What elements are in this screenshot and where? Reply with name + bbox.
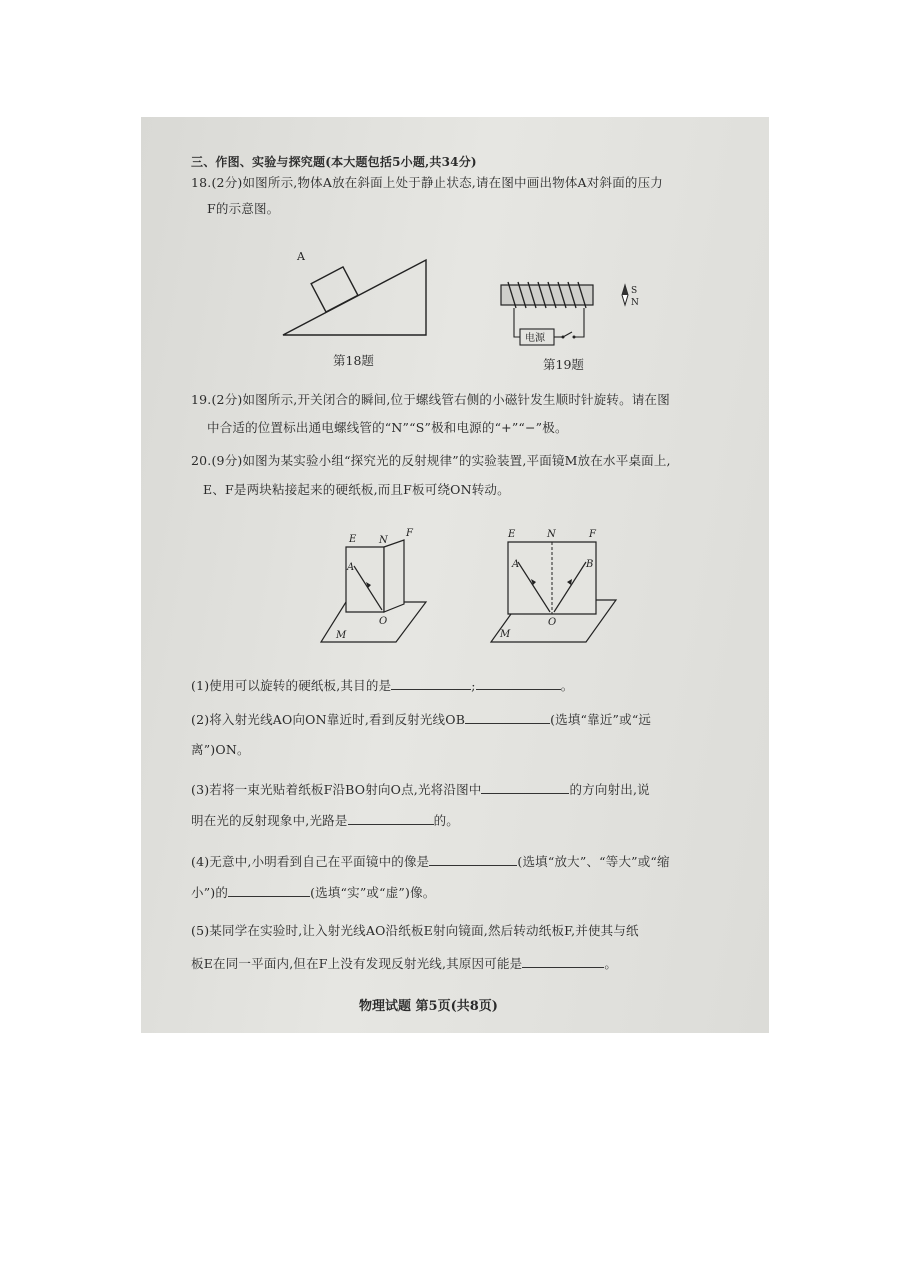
section-header: 三、作图、实验与探究题(本大题包括5小题,共34分): [191, 155, 477, 169]
q20-figure-rotated-board: [316, 522, 436, 647]
svg-text:F: F: [589, 529, 596, 540]
q19-solenoid-figure: [496, 277, 656, 357]
q20-sub4-cont: 小”)的 (选填“实”或“虚”)像。: [191, 885, 436, 900]
exam-page: [141, 117, 769, 1033]
circuit-wire: [514, 308, 520, 337]
page-footer: 物理试题 第5页(共8页): [359, 999, 498, 1014]
q20-text-line1: 20.(9分)如图为某实验小组“探究光的反射规律”的实验装置,平面镜M放在水平桌面上,: [191, 453, 671, 468]
needle-N-label: N: [631, 298, 639, 308]
svg-text:E: E: [349, 534, 357, 545]
q18-incline-figure: [271, 245, 441, 345]
q20-sub5: (5)某同学在实验时,让入射光线AO沿纸板E射向镜面,然后转动纸板F,并使其与纸: [191, 923, 639, 938]
answer-blank-3a[interactable]: [481, 781, 569, 794]
q18-text-line1: 18.(2分)如图所示,物体A放在斜面上处于静止状态,请在图中画出物体A对斜面的压力: [191, 175, 663, 190]
q20-text-line2: E、F是两块粘接起来的硬纸板,而且F板可绕ON转动。: [203, 482, 510, 497]
q20-sub3-cont: 明在光的反射现象中,光路是 的。: [191, 813, 459, 828]
q19-caption: 第19题: [543, 357, 584, 372]
board-F: [384, 540, 404, 612]
board-E: [346, 547, 384, 612]
switch-lever: [563, 332, 572, 337]
block-A: [311, 267, 358, 312]
q20-sub5-cont: 板E在同一平面内,但在F上没有发现反射光线,其原因可能是 。: [191, 956, 618, 971]
q18-text-line2: F的示意图。: [207, 201, 280, 216]
svg-text:B: B: [586, 559, 594, 570]
q20-sub3: (3)若将一束光贴着纸板F沿BO射向O点,光将沿图中 的方向射出,说: [191, 782, 650, 797]
q19-text-line2: 中合适的位置标出通电螺线管的“N”“S”极和电源的“+”“−”极。: [207, 420, 568, 435]
answer-blank-3b[interactable]: [348, 812, 434, 825]
svg-text:A: A: [512, 559, 520, 570]
power-source-label: 电源: [525, 333, 545, 344]
svg-text:F: F: [406, 528, 413, 539]
answer-blank-2[interactable]: [465, 711, 550, 724]
svg-text:O: O: [379, 616, 388, 627]
q19-text-line1: 19.(2分)如图所示,开关闭合的瞬间,位于螺线管右侧的小磁针发生顺时针旋转。请在图: [191, 392, 670, 407]
answer-blank-1a[interactable]: [391, 677, 471, 690]
q20-sub4: (4)无意中,小明看到自己在平面镜中的像是 (选填“放大”、“等大”或“缩: [191, 854, 670, 869]
svg-text:A: A: [347, 562, 355, 573]
needle-S-label: S: [631, 286, 638, 296]
q20-figure-flat-board: [486, 522, 636, 647]
q18-caption: 第18题: [333, 353, 374, 368]
svg-text:M: M: [336, 630, 347, 641]
answer-blank-4a[interactable]: [429, 853, 517, 866]
svg-text:N: N: [547, 529, 556, 540]
answer-blank-1b[interactable]: [476, 677, 561, 690]
svg-text:M: M: [500, 629, 511, 640]
q20-sub2: (2)将入射光线AO向ON靠近时,看到反射光线OB (选填“靠近”或“远: [191, 712, 652, 727]
answer-blank-5[interactable]: [522, 955, 604, 968]
svg-text:O: O: [548, 617, 557, 628]
svg-text:E: E: [508, 529, 516, 540]
q20-sub2-cont: 离”)ON。: [191, 742, 250, 757]
svg-text:N: N: [379, 535, 388, 546]
block-A-label: A: [297, 250, 305, 263]
q20-sub1: (1)使用可以旋转的硬纸板,其目的是 ; 。: [191, 678, 574, 693]
answer-blank-4b[interactable]: [228, 884, 310, 897]
